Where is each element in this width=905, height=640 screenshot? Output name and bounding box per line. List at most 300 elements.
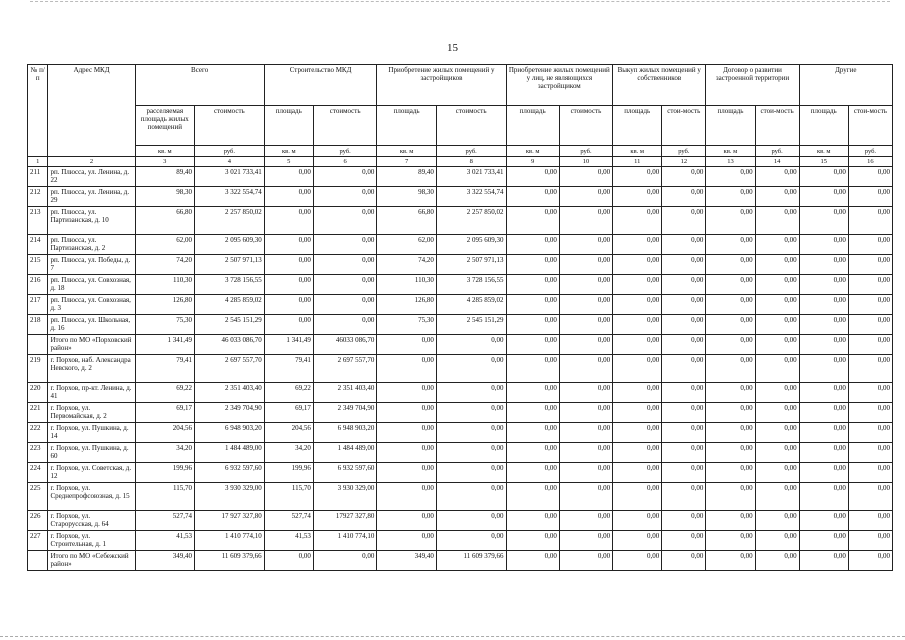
value-cell: 0,00 (613, 207, 662, 235)
table-row (28, 187, 893, 207)
subheader-cell: площадь (264, 106, 313, 146)
value-cell: 0,00 (506, 275, 559, 295)
value-cell: 0,00 (264, 255, 313, 275)
value-cell: 0,00 (706, 443, 755, 463)
row-number: 226 (28, 511, 48, 531)
value-cell: 0,00 (436, 463, 506, 483)
address-cell: г. Порхов, ул. Пушкина, д. 60 (48, 443, 135, 463)
address-cell: г. Порхов, ул. Старорусская, д. 64 (48, 511, 135, 531)
address-cell: г. Порхов, ул. Строительная, д. 1 (48, 531, 135, 551)
total-row (28, 335, 893, 355)
value-cell: 0,00 (313, 207, 377, 235)
subheader-cell: площадь (706, 106, 755, 146)
value-cell: 0,00 (377, 335, 436, 355)
header-construction: Строительство МКД (264, 65, 377, 106)
value-cell: 0,00 (755, 531, 799, 551)
value-cell: 0,00 (559, 275, 612, 295)
value-cell: 0,00 (506, 423, 559, 443)
row-number: 227 (28, 531, 48, 551)
value-cell: 0,00 (706, 483, 755, 511)
value-cell: 62,00 (135, 235, 194, 255)
column-number-cell: 11 (613, 157, 662, 167)
value-cell: 69,22 (135, 383, 194, 403)
value-cell: 0,00 (706, 167, 755, 187)
value-cell: 1 410 774,10 (195, 531, 265, 551)
value-cell: 0,00 (559, 167, 612, 187)
value-cell: 6 932 597,60 (195, 463, 265, 483)
value-cell: 0,00 (755, 403, 799, 423)
value-cell: 204,56 (264, 423, 313, 443)
subheader-cell: стоимость (195, 106, 265, 146)
value-cell: 0,00 (506, 531, 559, 551)
value-cell: 0,00 (313, 235, 377, 255)
value-cell: 0,00 (613, 403, 662, 423)
value-cell: 0,00 (706, 275, 755, 295)
row-number: 216 (28, 275, 48, 295)
row-number: 213 (28, 207, 48, 235)
column-numbers-row (28, 157, 893, 167)
value-cell: 0,00 (848, 235, 892, 255)
value-cell: 0,00 (436, 511, 506, 531)
value-cell: 0,00 (559, 443, 612, 463)
column-number-cell: 8 (436, 157, 506, 167)
value-cell: 1 410 774,10 (313, 531, 377, 551)
value-cell: 0,00 (377, 531, 436, 551)
value-cell: 0,00 (559, 295, 612, 315)
column-number-cell: 14 (755, 157, 799, 167)
unit-cell: кв. м (506, 146, 559, 157)
value-cell: 0,00 (706, 255, 755, 275)
unit-cell: руб. (662, 146, 706, 157)
value-cell: 0,00 (848, 423, 892, 443)
table-row (28, 235, 893, 255)
row-number: 211 (28, 167, 48, 187)
value-cell: 126,80 (377, 295, 436, 315)
address-cell: рп. Плюсса, ул. Победы, д. 7 (48, 255, 135, 275)
unit-cell: руб. (848, 146, 892, 157)
value-cell: 0,00 (264, 315, 313, 335)
value-cell: 89,40 (135, 167, 194, 187)
value-cell: 0,00 (377, 463, 436, 483)
table-row (28, 531, 893, 551)
value-cell: 199,96 (264, 463, 313, 483)
address-cell: рп. Плюсса, ул. Совхозная, д. 3 (48, 295, 135, 315)
row-number: 220 (28, 383, 48, 403)
row-number: 214 (28, 235, 48, 255)
value-cell: 0,00 (559, 483, 612, 511)
scan-edge-top (30, 1, 890, 2)
value-cell: 0,00 (848, 403, 892, 423)
value-cell: 0,00 (613, 255, 662, 275)
value-cell: 0,00 (706, 355, 755, 383)
value-cell: 0,00 (613, 235, 662, 255)
value-cell: 0,00 (706, 335, 755, 355)
unit-cell: руб. (195, 146, 265, 157)
value-cell: 0,00 (264, 295, 313, 315)
table-body (28, 167, 893, 571)
address-cell: рп. Плюсса, ул. Партизанская, д. 10 (48, 207, 135, 235)
units-row (28, 146, 893, 157)
value-cell: 17 927 327,80 (195, 511, 265, 531)
subheader-cell: стои-мость (848, 106, 892, 146)
value-cell: 0,00 (848, 295, 892, 315)
value-cell: 0,00 (662, 207, 706, 235)
value-cell: 0,00 (377, 483, 436, 511)
value-cell: 0,00 (613, 315, 662, 335)
value-cell: 0,00 (848, 207, 892, 235)
value-cell: 0,00 (799, 423, 848, 443)
value-cell: 0,00 (848, 443, 892, 463)
value-cell: 0,00 (436, 403, 506, 423)
value-cell: 0,00 (506, 483, 559, 511)
value-cell: 0,00 (848, 255, 892, 275)
table-row (28, 167, 893, 187)
unit-cell: кв. м (377, 146, 436, 157)
value-cell: 0,00 (706, 235, 755, 255)
value-cell: 3 728 156,55 (195, 275, 265, 295)
value-cell: 0,00 (613, 295, 662, 315)
value-cell: 0,00 (662, 315, 706, 335)
value-cell: 0,00 (755, 551, 799, 571)
subheader-cell: площадь (506, 106, 559, 146)
value-cell: 0,00 (706, 551, 755, 571)
value-cell: 0,00 (706, 187, 755, 207)
table-row (28, 275, 893, 295)
subheader-cell: стои-мость (662, 106, 706, 146)
table-row (28, 403, 893, 423)
value-cell: 0,00 (799, 483, 848, 511)
value-cell: 0,00 (506, 355, 559, 383)
header-address: Адрес МКД (48, 65, 135, 157)
value-cell: 0,00 (755, 315, 799, 335)
value-cell: 0,00 (613, 167, 662, 187)
value-cell: 0,00 (662, 355, 706, 383)
row-number: 225 (28, 483, 48, 511)
value-cell: 0,00 (848, 335, 892, 355)
value-cell: 0,00 (662, 383, 706, 403)
value-cell: 0,00 (848, 187, 892, 207)
subheader-cell: площадь (799, 106, 848, 146)
value-cell: 0,00 (613, 551, 662, 571)
value-cell: 0,00 (848, 551, 892, 571)
unit-cell: руб. (559, 146, 612, 157)
value-cell: 0,00 (799, 511, 848, 531)
value-cell: 0,00 (506, 295, 559, 315)
value-cell: 1 341,49 (264, 335, 313, 355)
value-cell: 0,00 (377, 423, 436, 443)
column-number-cell: 15 (799, 157, 848, 167)
value-cell: 0,00 (662, 187, 706, 207)
value-cell: 126,80 (135, 295, 194, 315)
value-cell: 1 484 489,00 (195, 443, 265, 463)
value-cell: 0,00 (662, 235, 706, 255)
value-cell: 74,20 (377, 255, 436, 275)
value-cell: 0,00 (755, 483, 799, 511)
value-cell: 0,00 (706, 423, 755, 443)
value-cell: 0,00 (613, 355, 662, 383)
value-cell: 0,00 (559, 235, 612, 255)
value-cell: 98,30 (377, 187, 436, 207)
value-cell: 0,00 (436, 531, 506, 551)
value-cell: 0,00 (662, 423, 706, 443)
subheader-cell: расселяемая площадь жилых помещений (135, 106, 194, 146)
value-cell: 0,00 (799, 531, 848, 551)
value-cell: 0,00 (436, 355, 506, 383)
row-number (28, 335, 48, 355)
value-cell: 0,00 (799, 275, 848, 295)
unit-cell: руб. (436, 146, 506, 157)
value-cell: 0,00 (506, 463, 559, 483)
value-cell: 0,00 (662, 483, 706, 511)
value-cell: 0,00 (662, 295, 706, 315)
value-cell: 2 349 704,90 (313, 403, 377, 423)
value-cell: 0,00 (506, 403, 559, 423)
table-row (28, 383, 893, 403)
value-cell: 6 948 903,20 (195, 423, 265, 443)
value-cell: 0,00 (662, 255, 706, 275)
subheader-cell: стоимость (559, 106, 612, 146)
unit-cell: кв. м (264, 146, 313, 157)
value-cell: 0,00 (799, 335, 848, 355)
table-row (28, 463, 893, 483)
value-cell: 41,53 (135, 531, 194, 551)
value-cell: 0,00 (706, 383, 755, 403)
header-territory-development: Договор о развитии застроенной территории (706, 65, 799, 106)
value-cell: 34,20 (264, 443, 313, 463)
value-cell: 2 545 151,29 (195, 315, 265, 335)
value-cell: 0,00 (662, 167, 706, 187)
address-cell: г. Порхов, ул. Советская, д. 12 (48, 463, 135, 483)
value-cell: 3 021 733,41 (436, 167, 506, 187)
unit-cell: кв. м (613, 146, 662, 157)
value-cell: 0,00 (559, 531, 612, 551)
address-cell: г. Порхов, ул. Первомайская, д. 2 (48, 403, 135, 423)
table-row (28, 255, 893, 275)
value-cell: 0,00 (559, 355, 612, 383)
value-cell: 0,00 (506, 235, 559, 255)
column-number-cell: 12 (662, 157, 706, 167)
value-cell: 3 930 329,00 (313, 483, 377, 511)
address-cell: Итого по МО «Порховский район» (48, 335, 135, 355)
table-row (28, 355, 893, 383)
row-number: 218 (28, 315, 48, 335)
value-cell: 0,00 (313, 295, 377, 315)
value-cell: 0,00 (313, 187, 377, 207)
value-cell: 0,00 (313, 275, 377, 295)
value-cell: 115,70 (135, 483, 194, 511)
value-cell: 0,00 (264, 187, 313, 207)
value-cell: 0,00 (799, 255, 848, 275)
row-number: 219 (28, 355, 48, 383)
value-cell: 0,00 (848, 483, 892, 511)
unit-cell: руб. (313, 146, 377, 157)
value-cell: 0,00 (506, 383, 559, 403)
value-cell: 0,00 (848, 383, 892, 403)
value-cell: 0,00 (436, 423, 506, 443)
table-row (28, 423, 893, 443)
value-cell: 0,00 (264, 167, 313, 187)
value-cell: 66,80 (377, 207, 436, 235)
value-cell: 0,00 (662, 403, 706, 423)
value-cell: 0,00 (377, 383, 436, 403)
value-cell: 0,00 (662, 463, 706, 483)
subheader-cell: площадь (377, 106, 436, 146)
value-cell: 0,00 (662, 551, 706, 571)
value-cell: 0,00 (799, 403, 848, 423)
value-cell: 0,00 (799, 187, 848, 207)
value-cell: 0,00 (264, 235, 313, 255)
value-cell: 62,00 (377, 235, 436, 255)
address-cell: рп. Плюсса, ул. Партизанская, д. 2 (48, 235, 135, 255)
value-cell: 0,00 (799, 463, 848, 483)
value-cell: 0,00 (436, 443, 506, 463)
value-cell: 204,56 (135, 423, 194, 443)
header-total: Всего (135, 65, 264, 106)
value-cell: 0,00 (755, 443, 799, 463)
value-cell: 0,00 (313, 551, 377, 571)
value-cell: 0,00 (377, 443, 436, 463)
column-number-cell: 6 (313, 157, 377, 167)
row-number: 222 (28, 423, 48, 443)
value-cell: 2 545 151,29 (436, 315, 506, 335)
address-cell: Итого по МО «Себежский район» (48, 551, 135, 571)
value-cell: 0,00 (559, 187, 612, 207)
value-cell: 0,00 (662, 531, 706, 551)
value-cell: 0,00 (506, 187, 559, 207)
column-number-cell: 3 (135, 157, 194, 167)
value-cell: 0,00 (848, 511, 892, 531)
address-cell: рп. Плюсса, ул. Ленина, д. 22 (48, 167, 135, 187)
value-cell: 0,00 (662, 335, 706, 355)
value-cell: 0,00 (436, 335, 506, 355)
value-cell: 6 948 903,20 (313, 423, 377, 443)
column-number-cell: 1 (28, 157, 48, 167)
value-cell: 0,00 (264, 207, 313, 235)
value-cell: 69,17 (135, 403, 194, 423)
value-cell: 2 351 403,40 (195, 383, 265, 403)
value-cell: 2 697 557,70 (195, 355, 265, 383)
value-cell: 0,00 (506, 207, 559, 235)
subheader-cell: стои-мость (755, 106, 799, 146)
value-cell: 11 609 379,66 (195, 551, 265, 571)
column-number-cell: 7 (377, 157, 436, 167)
table-row (28, 511, 893, 531)
value-cell: 0,00 (559, 463, 612, 483)
value-cell: 2 257 850,02 (195, 207, 265, 235)
value-cell: 0,00 (506, 511, 559, 531)
value-cell: 0,00 (613, 463, 662, 483)
unit-cell: кв. м (706, 146, 755, 157)
row-number: 217 (28, 295, 48, 315)
header-buyout-owners: Выкуп жилых помещений у собственников (613, 65, 706, 106)
value-cell: 0,00 (799, 315, 848, 335)
value-cell: 0,00 (559, 551, 612, 571)
value-cell: 0,00 (662, 511, 706, 531)
value-cell: 0,00 (848, 275, 892, 295)
table-header (28, 65, 893, 167)
value-cell: 0,00 (506, 551, 559, 571)
value-cell: 0,00 (377, 511, 436, 531)
value-cell: 0,00 (755, 275, 799, 295)
value-cell: 0,00 (613, 423, 662, 443)
value-cell: 0,00 (613, 275, 662, 295)
value-cell: 98,30 (135, 187, 194, 207)
value-cell: 66,80 (135, 207, 194, 235)
value-cell: 2 351 403,40 (313, 383, 377, 403)
value-cell: 0,00 (799, 167, 848, 187)
value-cell: 0,00 (799, 383, 848, 403)
table-row (28, 295, 893, 315)
value-cell: 0,00 (559, 383, 612, 403)
value-cell: 0,00 (799, 443, 848, 463)
row-number: 212 (28, 187, 48, 207)
address-cell: рп. Плюсса, ул. Школьная, д. 16 (48, 315, 135, 335)
value-cell: 46 033 086,70 (195, 335, 265, 355)
value-cell: 0,00 (613, 511, 662, 531)
subheader-cell: стоимость (313, 106, 377, 146)
row-number: 223 (28, 443, 48, 463)
value-cell: 0,00 (848, 463, 892, 483)
value-cell: 0,00 (506, 315, 559, 335)
address-cell: г. Порхов, пр-кт. Ленина, д. 41 (48, 383, 135, 403)
value-cell: 1 341,49 (135, 335, 194, 355)
value-cell: 79,41 (135, 355, 194, 383)
value-cell: 0,00 (755, 423, 799, 443)
subheader-cell: стоимость (436, 106, 506, 146)
header-purchase-developers: Приобретение жилых помещений у застройщиков (377, 65, 506, 106)
value-cell: 0,00 (755, 355, 799, 383)
row-number: 221 (28, 403, 48, 423)
value-cell: 0,00 (755, 207, 799, 235)
column-number-cell: 2 (48, 157, 135, 167)
value-cell: 0,00 (264, 275, 313, 295)
value-cell: 2 095 609,30 (436, 235, 506, 255)
value-cell: 0,00 (755, 255, 799, 275)
value-cell: 2 349 704,90 (195, 403, 265, 423)
value-cell: 0,00 (799, 295, 848, 315)
value-cell: 69,17 (264, 403, 313, 423)
resettlement-table (27, 64, 893, 571)
value-cell: 527,74 (264, 511, 313, 531)
value-cell: 0,00 (613, 483, 662, 511)
value-cell: 0,00 (755, 383, 799, 403)
value-cell: 0,00 (559, 511, 612, 531)
value-cell: 0,00 (755, 295, 799, 315)
value-cell: 110,30 (135, 275, 194, 295)
value-cell: 0,00 (436, 483, 506, 511)
value-cell: 2 095 609,30 (195, 235, 265, 255)
value-cell: 0,00 (313, 255, 377, 275)
value-cell: 349,40 (377, 551, 436, 571)
value-cell: 0,00 (799, 355, 848, 383)
value-cell: 3 322 554,74 (436, 187, 506, 207)
value-cell: 69,22 (264, 383, 313, 403)
value-cell: 0,00 (613, 187, 662, 207)
value-cell: 2 697 557,70 (313, 355, 377, 383)
value-cell: 199,96 (135, 463, 194, 483)
table-row (28, 315, 893, 335)
value-cell: 74,20 (135, 255, 194, 275)
subheader-row (28, 106, 893, 146)
column-number-cell: 5 (264, 157, 313, 167)
column-number-cell: 13 (706, 157, 755, 167)
address-cell: рп. Плюсса, ул. Совхозная, д. 18 (48, 275, 135, 295)
value-cell: 0,00 (559, 423, 612, 443)
value-cell: 0,00 (848, 167, 892, 187)
column-number-cell: 9 (506, 157, 559, 167)
value-cell: 34,20 (135, 443, 194, 463)
value-cell: 0,00 (706, 403, 755, 423)
